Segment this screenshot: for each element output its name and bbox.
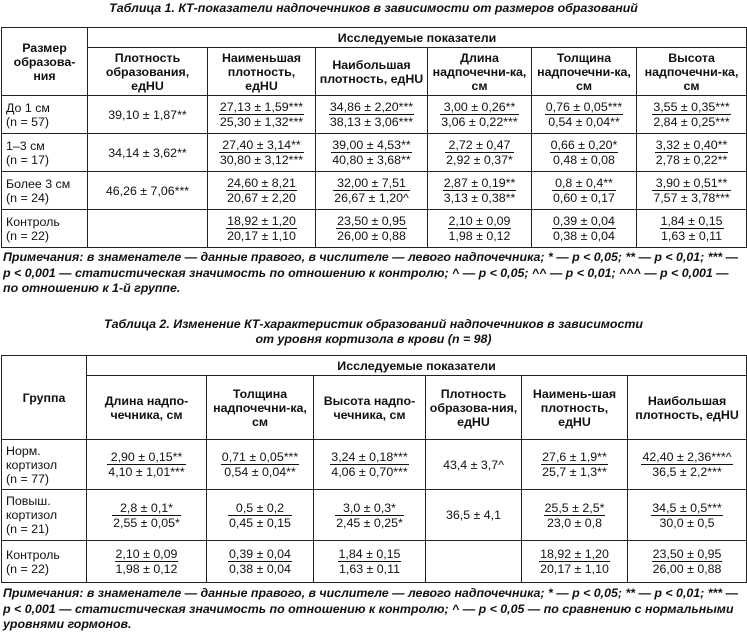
fraction-cell: $\frac{34,86 \pm 2,20***}{38,13 \pm 3,06***}$ [329,100,414,129]
fraction-cell: $\frac{0,71 \pm 0,05***}{0,54 \pm 0,04**}$ [221,450,299,479]
fraction-cell: $\frac{1,84 \pm 0,15}{1,63 \pm 0,11}$ [338,547,401,576]
fraction-cell: $\frac{24,60 \pm 8,21}{20,67 \pm 2,20}$ [227,176,296,205]
density-cell [426,541,522,583]
fraction-cell: $\frac{0,5 \pm 0,2}{0,45 \pm 0,15}$ [229,500,291,530]
table-row [2,134,747,172]
fraction-cell: $\frac{3,55 \pm 0,35***}{2,84 \pm 0,25***}$ [653,100,730,129]
fraction-cell: $\frac{0,39 \pm 0,04}{0,38 \pm 0,04}$ [229,547,291,576]
fraction-cell: $\frac{23,50 \pm 0,95}{26,00 \pm 0,88}$ [652,547,722,576]
fraction-cell: $\frac{0,76 \pm 0,05***}{0,54 \pm 0,04**}$ [545,100,623,129]
table1-note: Примечания: в знаменателе — данные правого, в числителе — левого надпочечника; * — p < 0,05; ** — p < 0,01; *** — p < 0,001 — статистическая значимость по отношению к контролю; ^ — p < 0,05; ^^ — p < 0,01; ^^^ — p < 0,001 — по отношению к 1-й группе. [3,250,739,295]
fraction-cell: $\frac{23,50 \pm 0,95}{26,00 \pm 0,88}$ [337,214,406,243]
row-label: Повыш. кортизол (n = 21) [2,490,87,541]
density-cell: 36,5 ± 4,1 [426,490,522,541]
column-header: Наибольшая плотность, едHU [628,376,747,440]
fraction-cell: $\frac{3,24 \pm 0,18***}{4,06 \pm 0,70***}$ [331,450,408,479]
row-label: До 1 см (n = 57) [2,96,88,134]
column-header: Длина надпо-чечника, см [87,376,207,440]
fraction-cell: $\frac{39,00 \pm 4,53**}{40,80 \pm 3,68**}$ [332,138,411,167]
fraction-cell: $\frac{34,5 \pm 0,5***}{30,0 \pm 0,5}$ [652,500,722,530]
density-cell: 39,10 ± 1,87** [88,96,208,134]
fraction-cell: $\frac{27,13 \pm 1,59***}{25,30 \pm 1,32***}$ [219,100,304,129]
table1 [1,27,747,248]
fraction-cell: $\frac{1,84 \pm 0,15}{1,63 \pm 0,11}$ [660,214,723,243]
fraction-cell: $\frac{18,92 \pm 1,20}{20,17 \pm 1,10}$ [227,214,296,243]
column-header: Плотность образова-ния, едHU [426,376,522,440]
column-header: Наибольшая плотность, едHU [316,48,428,96]
table-row [2,440,747,490]
fraction-cell: $\frac{3,32 \pm 0,40**}{2,78 \pm 0,22**}$ [655,138,728,167]
fraction-cell: $\frac{25,5 \pm 2,5*}{23,0 \pm 0,8}$ [544,500,605,530]
group-header: Размер образова-ния [2,28,88,96]
density-cell [88,210,208,248]
indicators-header: Исследуемые показатели [88,28,747,48]
table-row [2,172,747,210]
table-row [2,210,747,248]
row-label: 1–3 см (n = 17) [2,134,88,172]
fraction-cell: $\frac{42,40 \pm 2,36***\^{}}{36,5 \pm 2,2***}$ [642,450,732,479]
fraction-cell: $\frac{2,8 \pm 0,1*}{2,55 \pm 0,05*}$ [113,500,180,530]
column-header: Высота надпо-чечника, см [314,376,426,440]
table2 [1,355,747,583]
row-label: Контроль (n = 22) [2,541,87,583]
fraction-cell: $\frac{0,8 \pm 0,4**}{0,60 \pm 0,17}$ [553,176,615,205]
fraction-cell: $\frac{3,90 \pm 0,51**}{7,57 \pm 3,78***}$ [653,176,730,205]
fraction-cell: $\frac{2,10 \pm 0,09}{1,98 \pm 0,12}$ [448,214,511,243]
table-row [2,490,747,541]
column-header: Толщина надпочечни-ка, см [532,48,637,96]
table2-title: Таблица 2. Изменение КТ-характеристик образований надпочечников в зависимости от уровня кортизола в крови (n = 98) [104,317,643,346]
density-cell: 46,26 ± 7,06*** [88,172,208,210]
fraction-cell: $\frac{27,40 \pm 3,14**}{30,80 \pm 3,12***}$ [219,138,304,167]
fraction-cell: $\frac{3,0 \pm 0,3*}{2,45 \pm 0,25*}$ [336,500,403,530]
column-header: Наименьшая плотность, едHU [208,48,316,96]
indicators-header: Исследуемые показатели [87,356,747,376]
fraction-cell: $\frac{2,90 \pm 0,15**}{4,10 \pm 1,01***}$ [108,450,185,479]
fraction-cell: $\frac{2,72 \pm 0,47}{2,92 \pm 0,37*}$ [446,138,513,167]
group-header: Группа [2,356,87,440]
fraction-cell: $\frac{27,6 \pm 1,9**}{25,7 \pm 1,3**}$ [542,450,607,479]
fraction-cell: $\frac{32,00 \pm 7,51}{26,67 \pm 1,20\^{}}$ [334,176,409,205]
row-label: Более 3 см (n = 24) [2,172,88,210]
fraction-cell: $\frac{2,87 \pm 0,19**}{3,13 \pm 0,38**}$ [443,176,516,205]
table1-title: Таблица 1. КТ-показатели надпочечников в зависимости от размеров образований [109,1,638,15]
fraction-cell: $\frac{3,00 \pm 0,26**}{3,06 \pm 0,22***}$ [441,100,518,129]
fraction-cell: $\frac{2,10 \pm 0,09}{1,98 \pm 0,12}$ [115,547,178,576]
column-header: Длина надпочечни-ка, см [428,48,532,96]
column-header: Плотность образования, едHU [88,48,208,96]
table-row [2,96,747,134]
fraction-cell: $\frac{0,39 \pm 0,04}{0,38 \pm 0,04}$ [553,214,615,243]
column-header: Высота надпочечни-ка, см [637,48,747,96]
row-label: Контроль (n = 22) [2,210,88,248]
column-header: Толщина надпочечни-ка, см [207,376,314,440]
fraction-cell: $\frac{18,92 \pm 1,20}{20,17 \pm 1,10}$ [540,547,609,576]
column-header: Наимень-шая плотность, едHU [522,376,628,440]
fraction-cell: $\frac{0,66 \pm 0,20*}{0,48 \pm 0,08}$ [550,138,618,167]
row-label: Норм. кортизол (n = 77) [2,440,87,490]
table-row [2,541,747,583]
density-cell: 43,4 ± 3,7^ [426,440,522,490]
density-cell: 34,14 ± 3,62** [88,134,208,172]
table2-note: Примечания: в знаменателе — данные правого, в числителе — левого надпочечника; * — p < 0,05; ** — p < 0,01; *** — p < 0,001 — статистическая значимость по отношению к контролю; ^ — p < 0,05 — по сравнению с нормальными уровнями гормонов. [3,586,739,631]
